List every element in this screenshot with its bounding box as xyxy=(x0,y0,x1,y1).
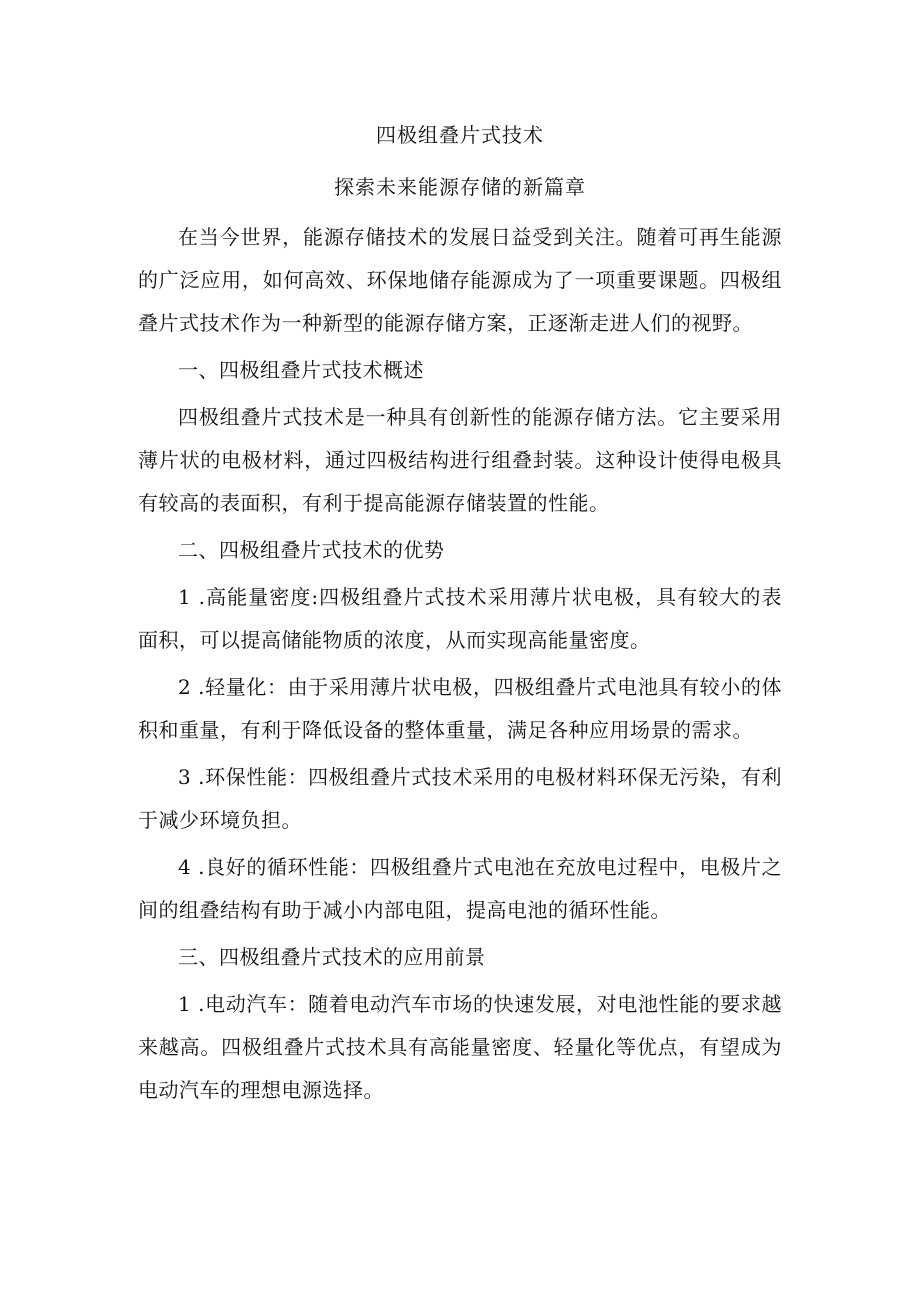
section-heading-overview: 一、四极组叠片式技术概述 xyxy=(178,358,424,382)
application-item: 1 .电动汽车：随着电动汽车市场的快速发展，对电池性能的要求越来越高。四极组叠片式技术具有高能量密度、轻量化等优点，有望成为电动汽车的理想电源选择。 xyxy=(138,992,782,1102)
document-title: 四极组叠片式技术 xyxy=(376,123,544,147)
advantage-item: 4 .良好的循环性能：四极组叠片式电池在充放电过程中，电极片之间的组叠结构有助于减小内部电阻，提高电池的循环性能。 xyxy=(138,855,782,922)
intro-paragraph: 在当今世界，能源存储技术的发展日益受到关注。随着可再生能源的广泛应用，如何高效、环保地储存能源成为了一项重要课题。四极组叠片式技术作为一种新型的能源存储方案，正逐渐走进人们的视野。 xyxy=(138,225,782,335)
advantage-item: 1 .高能量密度:四极组叠片式技术采用薄片状电极，具有较大的表面积，可以提高储能物质的浓度，从而实现高能量密度。 xyxy=(138,585,782,652)
section-heading-advantages: 二、四极组叠片式技术的优势 xyxy=(178,538,445,562)
section-heading-applications: 三、四极组叠片式技术的应用前景 xyxy=(178,945,486,969)
document-subtitle: 探索未来能源存储的新篇章 xyxy=(334,175,586,199)
document-body xyxy=(138,216,782,1116)
advantage-item: 3 .环保性能：四极组叠片式技术采用的电极材料环保无污染，有利于减少环境负担。 xyxy=(138,765,782,832)
advantage-item: 2 .轻量化：由于采用薄片状电极，四极组叠片式电池具有较小的体积和重量，有利于降低设备的整体重量，满足各种应用场景的需求。 xyxy=(138,675,782,742)
overview-paragraph: 四极组叠片式技术是一种具有创新性的能源存储方法。它主要采用薄片状的电极材料，通过四极结构进行组叠封装。这种设计使得电极具有较高的表面积，有利于提高能源存储装置的性能。 xyxy=(138,405,782,515)
